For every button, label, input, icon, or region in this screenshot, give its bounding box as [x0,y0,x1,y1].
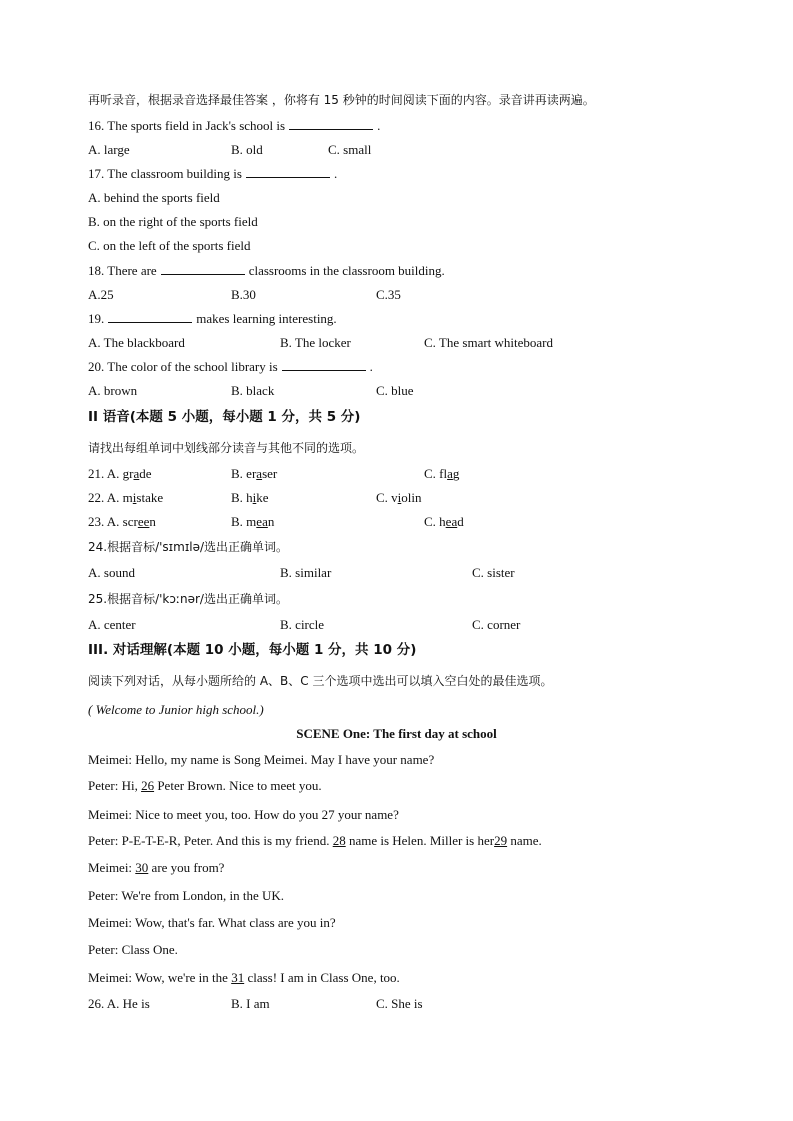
dialogue-context: ( Welcome to Junior high school.) [88,702,264,717]
question-17 [88,165,337,183]
question-20-suffix: . [369,359,373,374]
question-19-suffix: makes learning interesting. [196,311,337,326]
answer-blank [161,262,245,275]
q26-option-b: B. I am [231,996,270,1011]
scene-title: SCENE One: The first day at school [296,726,497,741]
q19-option-b: B. The locker [280,335,351,350]
answer-blank [289,117,373,130]
q17-option-c: C. on the left of the sports field [88,238,251,253]
q18-option-b: B.30 [231,287,256,302]
answer-blank [246,165,330,178]
question-18 [88,262,445,280]
q19-option-c: C. The smart whiteboard [424,335,554,350]
q20-option-b: B. black [231,383,275,398]
q26-option-c: C. She is [376,996,423,1011]
dialogue-line: Meimei: Nice to meet you, too. How do you 27 your name? [88,807,399,822]
q23-option-c: C. head [424,514,464,529]
question-19 [88,310,337,328]
question-18-suffix: classrooms in the classroom building. [248,263,445,278]
q16-option-a: A. large [88,142,130,157]
q17-option-a: A. behind the sports field [88,190,220,205]
question-25: 25.根据音标/'kɔːnər/选出正确单词。 [88,592,288,606]
q19-option-a: A. The blackboard [88,335,185,350]
dialogue-line: Meimei: Wow, we're in the 31 class! I am in Class One, too. [88,970,400,985]
question-16-suffix: . [377,118,381,133]
question-19-stem: 19. [88,311,105,326]
section-3-title: III. 对话理解(本题 10 小题，每小题 1 分，共 10 分) [88,642,417,658]
q23-option-b: B. mean [231,514,275,529]
q16-option-b: B. old [231,142,263,157]
question-18-stem: 18. There are [88,263,157,278]
q24-option-a: A. sound [88,565,135,580]
dialogue-line: Meimei: Wow, that's far. What class are you in? [88,915,336,930]
answer-blank [282,358,366,371]
question-17-stem: 17. The classroom building is [88,166,242,181]
q25-option-a: A. center [88,617,136,632]
q25-option-b: B. circle [280,617,325,632]
dialogue-line: Peter: Hi, 26 Peter Brown. Nice to meet you. [88,778,322,793]
section-2-title: II 语音(本题 5 小题，每小题 1 分，共 5 分) [88,409,361,425]
q18-option-a: A.25 [88,287,114,302]
question-17-suffix: . [333,166,338,181]
question-20-stem: 20. The color of the school library is [88,359,278,374]
dialogue-line: Meimei: 30 are you from? [88,860,225,875]
question-16-stem: 16. The sports field in Jack's school is [88,118,286,133]
q25-option-c: C. corner [472,617,521,632]
question-16 [88,117,380,135]
q22-option-c: C. violin [376,490,422,505]
dialogue-line: Meimei: Hello, my name is Song Meimei. May I have your name? [88,752,435,767]
dialogue-line: Peter: Class One. [88,942,178,957]
q26-option-a: 26. A. He is [88,996,150,1011]
dialogue-line: Peter: P-E-T-E-R, Peter. And this is my friend. 28 name is Helen. Miller is her29 name. [88,833,542,848]
q22-option-b: B. hike [231,490,269,505]
section-2-instruction: 请找出每组单词中划线部分读音与其他不同的选项。 [88,441,365,455]
question-20 [88,358,373,376]
listening-instruction: 再听录音，根据录音选择最佳答案 ，你将有 15 秒钟的时间阅读下面的内容。录音讲再读两遍。 [88,93,595,107]
q23-option-a: 23. A. screen [88,514,156,529]
answer-blank [108,310,192,323]
question-24: 24.根据音标/'sɪmɪlə/选出正确单词。 [88,540,289,554]
q20-option-c: C. blue [376,383,414,398]
q18-option-c: C.35 [376,287,401,302]
q24-option-b: B. similar [280,565,332,580]
q21-option-c: C. flag [424,466,460,481]
dialogue-line: Peter: We're from London, in the UK. [88,888,285,903]
q20-option-a: A. brown [88,383,138,398]
q21-option-a: 21. A. grade [88,466,152,481]
q22-option-a: 22. A. mistake [88,490,164,505]
q21-option-b: B. eraser [231,466,278,481]
q17-option-b: B. on the right of the sports field [88,214,258,229]
q16-option-c: C. small [328,142,372,157]
section-3-instruction: 阅读下列对话，从每小题所给的 A、B、C 三个选项中选出可以填入空白处的最佳选项。 [88,674,553,688]
q24-option-c: C. sister [472,565,515,580]
